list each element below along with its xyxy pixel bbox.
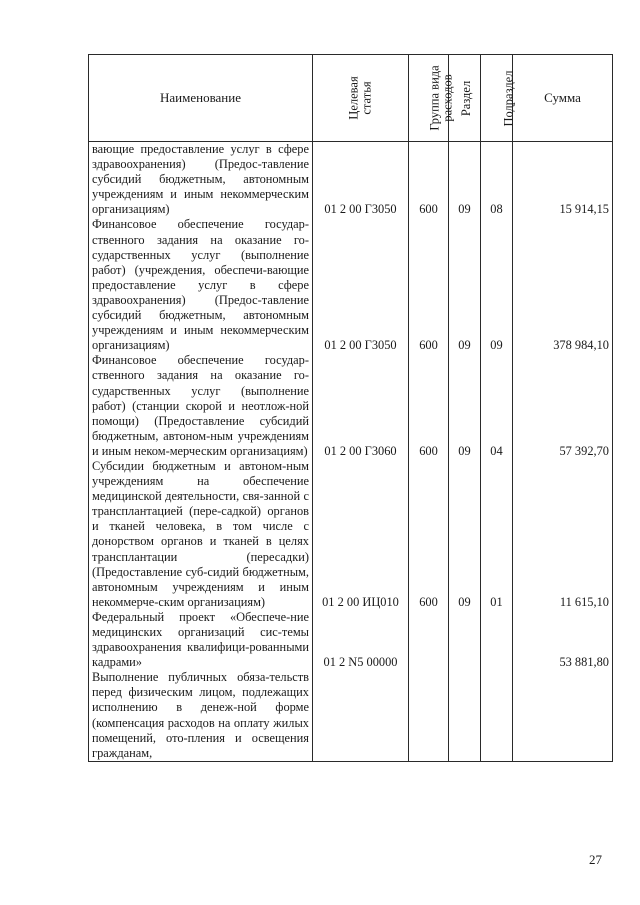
row-section: [449, 670, 481, 761]
row-subsection: [481, 670, 513, 761]
header-subsection: Подраздел: [481, 55, 513, 142]
row-section: 09: [449, 142, 481, 218]
row-group: 600: [409, 217, 449, 353]
row-group: 600: [409, 142, 449, 218]
table-row: [89, 670, 613, 761]
table-row: [89, 459, 613, 610]
table-row: [89, 142, 613, 218]
row-target: 01 2 00 Г3050: [313, 217, 409, 353]
row-subsection: 04: [481, 353, 513, 459]
row-name: вающие предоставление услуг в сфере здравоохранения) (Предос-тавление субсидий бюджетным, автономным учреждениям и иным некоммерческим организациям): [89, 142, 313, 218]
page-number: 27: [589, 852, 602, 867]
row-amount: 15 914,15: [513, 142, 613, 218]
row-name: Субсидии бюджетным и автоном-ным учреждениям на обеспечение медицинской деятельности, свя-занной с трансплантацией (пере-садкой) органов и тканей человека, в том числе с донорством органов и тканей в целях трансплантации (пересадки) (Предоставление суб-сидий бюджетным, автономным учреждениям и иным некоммерче-ским организациям): [89, 459, 313, 610]
row-subsection: 01: [481, 459, 513, 610]
header-section: Раздел: [449, 55, 481, 142]
table-row: [89, 353, 613, 459]
row-section: 09: [449, 217, 481, 353]
row-section: [449, 610, 481, 670]
row-subsection: 08: [481, 142, 513, 218]
row-target: 01 2 00 Г3050: [313, 142, 409, 218]
row-amount: 53 881,80: [513, 610, 613, 670]
table-row: [89, 610, 613, 670]
header-expense-group: Группа вида расходов: [409, 55, 449, 142]
row-amount: 11 615,10: [513, 459, 613, 610]
row-group: [409, 670, 449, 761]
row-name: Финансовое обеспечение государ-ственного задания на оказание го-сударственных услуг (выполнение работ) (учреждения, обеспечи-вающие предоставление услуг в сфере здравоохранения) (Предос-тавление субсидий бюджетным, автономным учреждениям и иным некоммерческим организациям): [89, 217, 313, 353]
budget-table: [88, 54, 613, 762]
header-name: Наименование: [89, 55, 313, 142]
row-name: Выполнение публичных обяза-тельств перед физическим лицом, подлежащих исполнению в денеж-ной форме (компенсация расходов на оплату жилых помещений, ото-пления и освещения гражданам,: [89, 670, 313, 761]
header-row: [89, 55, 613, 142]
row-subsection: [481, 610, 513, 670]
row-section: 09: [449, 459, 481, 610]
row-group: [409, 610, 449, 670]
row-amount: 57 392,70: [513, 353, 613, 459]
row-amount: [513, 670, 613, 761]
row-group: 600: [409, 353, 449, 459]
row-target: 01 2 00 Г3060: [313, 353, 409, 459]
row-name: Финансовое обеспечение государ-ственного задания на оказание го-сударственных услуг (выполнение работ) (станции скорой и неотлож-ной помощи) (Предоставление субсидий бюджетным, автоном-ным учреждениям и иным неком-мерческим организациям): [89, 353, 313, 459]
row-amount: 378 984,10: [513, 217, 613, 353]
header-amount: Сумма: [513, 55, 613, 142]
row-subsection: 09: [481, 217, 513, 353]
header-target-article: Целевая статья: [313, 55, 409, 142]
row-target: 01 2 N5 00000: [313, 610, 409, 670]
row-group: 600: [409, 459, 449, 610]
row-section: 09: [449, 353, 481, 459]
row-target: 01 2 00 ИЦ010: [313, 459, 409, 610]
row-target: [313, 670, 409, 761]
table-row: [89, 217, 613, 353]
row-name: Федеральный проект «Обеспече-ние медицинских организаций сис-темы здравоохранения квалифици-рованными кадрами»: [89, 610, 313, 670]
